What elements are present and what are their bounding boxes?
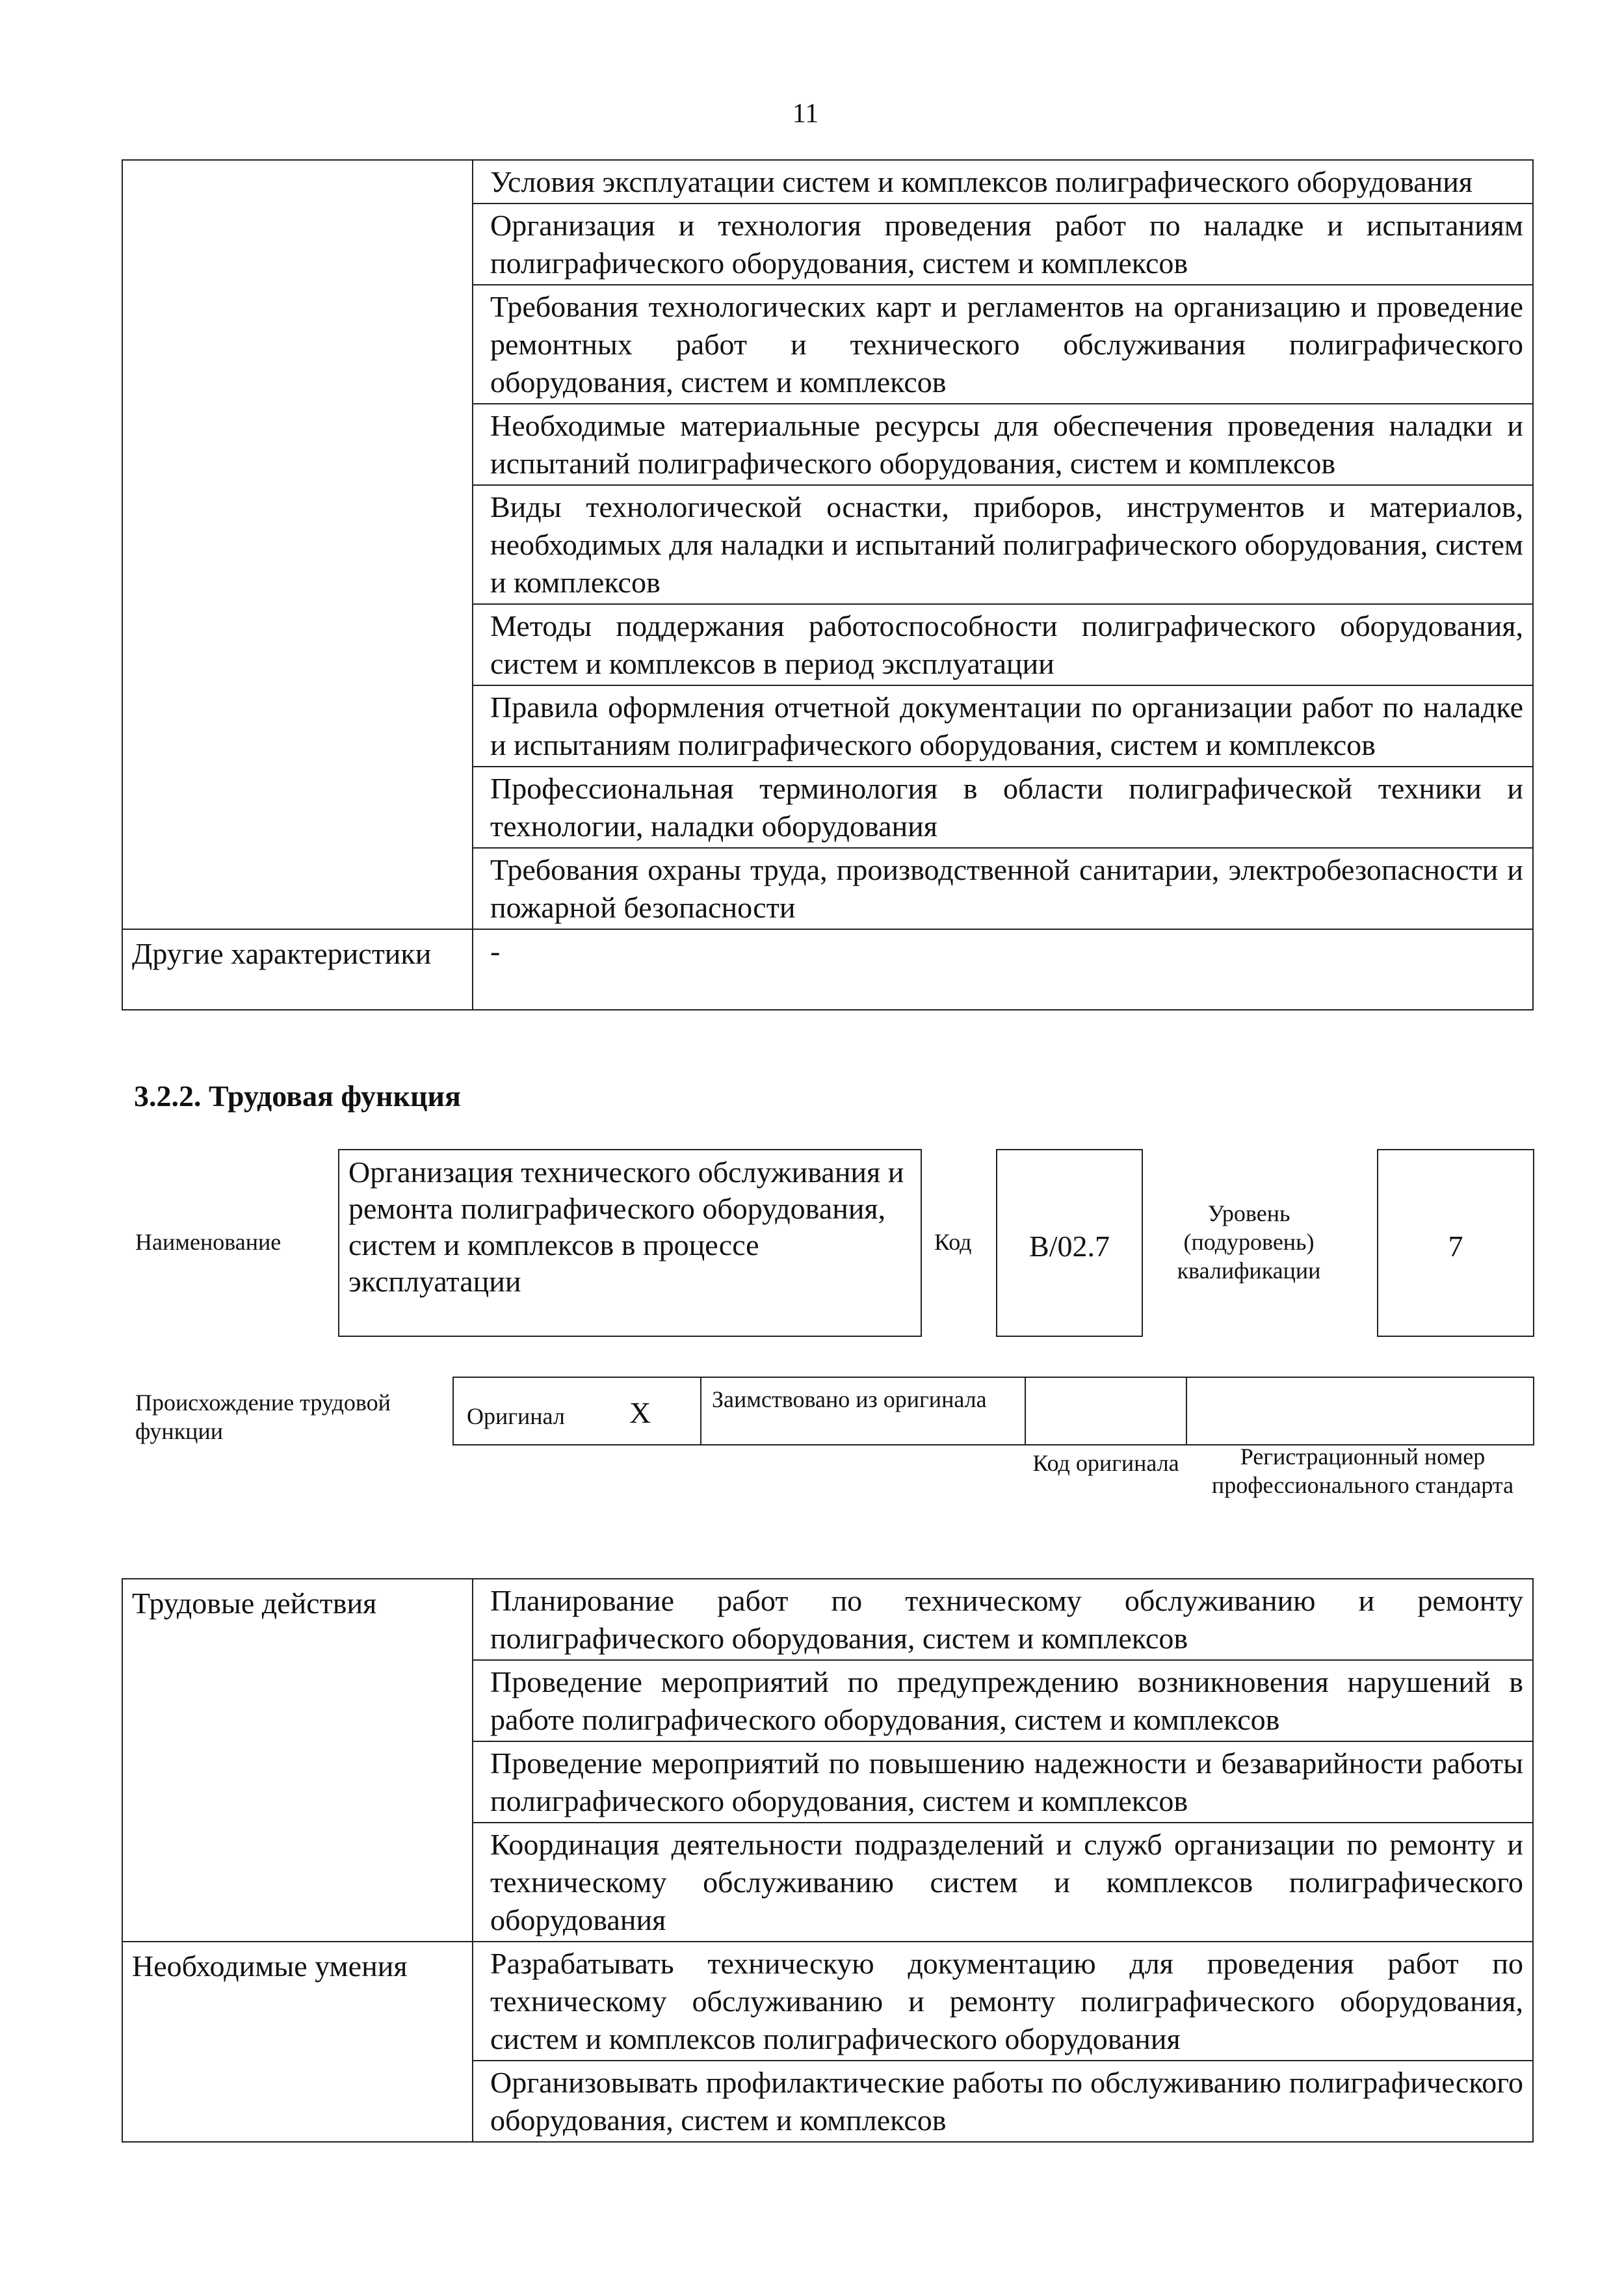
code-original-caption: Код оригинала [1032,1450,1179,1476]
knowledge-item: Профессиональная терминология в области полиграфической техники и технологии, наладки оборудования [473,767,1533,848]
other-characteristics-label: Другие характеристики [122,929,473,1010]
level-value: 7 [1448,1230,1463,1263]
knowledge-item: Методы поддержания работоспособности полиграфического оборудования, систем и комплексов в период эксплуатации [473,604,1533,685]
functions-table [122,1578,1534,2143]
origin-divider [1186,1377,1187,1445]
function-name: Организация технического обслуживания и ремонта полиграфического оборудования, систем и комплексов в процессе эксплуатации [348,1155,904,1298]
table-row [122,1942,1533,2061]
table-row [122,160,1533,204]
skills-label: Необходимые умения [122,1942,473,2142]
section-title: 3.2.2. Трудовая функция [134,1079,461,1113]
skill-item: Разрабатывать техническую документацию для проведения работ по техническому обслуживанию и ремонту полиграфического оборудования, систем и комплексов полиграфического оборудования [473,1942,1533,2061]
action-item: Проведение мероприятий по предупреждению возникновения нарушений в работе полиграфического оборудования, систем и комплексов [473,1660,1533,1741]
level-box [1377,1149,1534,1337]
reg-number-caption: Регистрационный номер профессионального стандарта [1211,1444,1514,1498]
level-label: Уровень (подуровень) квалификации [1177,1200,1321,1284]
name-label: Наименование [135,1229,282,1255]
knowledge-item: Виды технологической оснастки, приборов, инструментов и материалов, необходимых для наладки и испытаний полиграфического оборудования, систем и комплексов [473,485,1533,604]
knowledge-item: Требования технологических карт и регламентов на организацию и проведение ремонтных работ и технического обслуживания полиграфического оборудования, систем и комплексов [473,285,1533,404]
knowledge-item: Правила оформления отчетной документации по организации работ по наладке и испытаниям полиграфического оборудования, систем и комплексов [473,685,1533,767]
origin-divider [700,1377,701,1445]
code-value: B/02.7 [1029,1230,1110,1263]
knowledge-item: Необходимые материальные ресурсы для обеспечения проведения наладки и испытаний полиграфического оборудования, систем и комплексов [473,404,1533,485]
origin-label: Происхождение трудовой функции [135,1390,391,1444]
code-box [996,1149,1143,1337]
actions-label: Трудовые действия [122,1579,473,1942]
code-label: Код [934,1229,972,1255]
knowledge-item: Условия эксплуатации систем и комплексов полиграфического оборудования [473,160,1533,204]
other-characteristics-value: - [473,929,1533,1010]
action-item: Проведение мероприятий по повышению надежности и безаварийности работы полиграфического оборудования, систем и комплексов [473,1741,1533,1823]
origin-divider [1025,1377,1026,1445]
action-item: Координация деятельности подразделений и служб организации по ремонту и техническому обслуживанию систем и комплексов полиграфического оборудования [473,1823,1533,1942]
skill-item: Организовывать профилактические работы по обслуживанию полиграфического оборудования, систем и комплексов [473,2061,1533,2142]
knowledge-item: Требования охраны труда, производственной санитарии, электробезопасности и пожарной безопасности [473,848,1533,929]
table-row [122,929,1533,1010]
knowledge-table [122,159,1534,1010]
empty-label-cell [122,160,473,929]
page-number: 11 [792,99,819,129]
table-row [122,1579,1533,1660]
action-item: Планирование работ по техническому обслуживанию и ремонту полиграфического оборудования, систем и комплексов [473,1579,1533,1660]
knowledge-item: Организация и технология проведения работ по наладке и испытаниям полиграфического оборудования, систем и комплексов [473,204,1533,285]
original-mark: X [629,1396,651,1429]
function-name-box [338,1149,922,1337]
original-label: Оригинал [467,1403,565,1429]
borrowed-label: Заимствовано из оригинала [712,1386,987,1412]
